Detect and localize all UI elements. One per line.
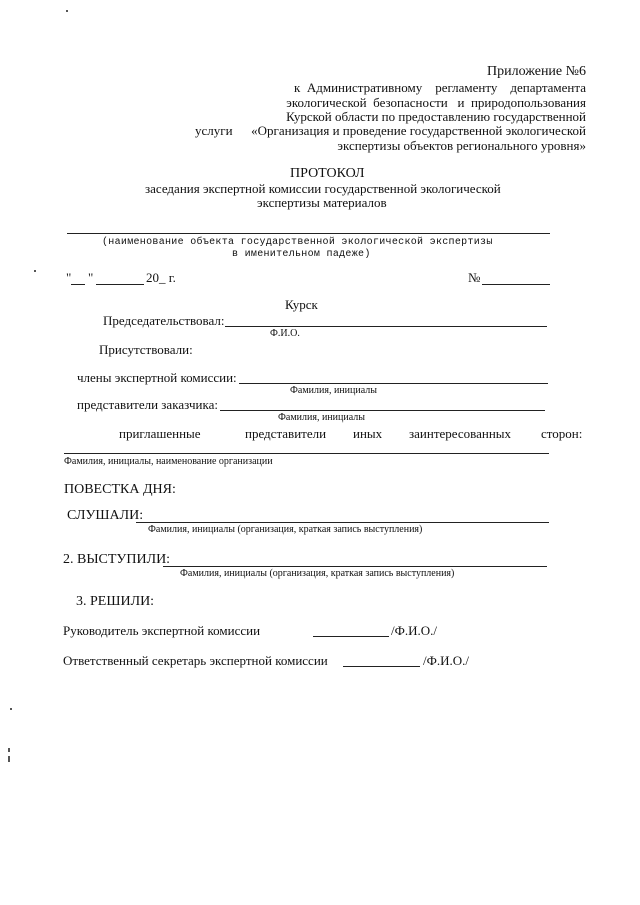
spoke-field[interactable]	[163, 566, 547, 567]
members-hint: Фамилия, инициалы	[290, 385, 377, 396]
document-subtitle-1: заседания экспертной комиссии государственной экологической	[145, 181, 501, 196]
chair-label: Председательствовал:	[103, 313, 225, 328]
scan-speck	[8, 756, 10, 762]
head-signature-fio: /Ф.И.О./	[391, 623, 438, 638]
chair-field[interactable]	[225, 326, 547, 327]
protocol-number-label: №	[468, 270, 481, 285]
invited-hint: Фамилия, инициалы, наименование организации	[64, 456, 273, 467]
document-subtitle-2: экспертизы материалов	[257, 195, 387, 210]
invited-word-2: представители	[245, 426, 327, 441]
members-field[interactable]	[239, 383, 548, 384]
invited-word-3: иных	[353, 426, 383, 441]
scan-speck	[34, 270, 36, 272]
header-line-5: экспертизы объектов регионального уровня»	[337, 138, 586, 153]
customer-label: представители заказчика:	[77, 397, 218, 412]
document-title: ПРОТОКОЛ	[290, 166, 365, 181]
scan-speck	[66, 10, 68, 12]
object-name-hint-1: (наименование объекта государственной экологической экспертизы	[102, 237, 493, 248]
heard-label: СЛУШАЛИ:	[67, 508, 144, 523]
city: Курск	[285, 297, 318, 312]
date-year: 20_ г.	[146, 270, 176, 285]
secretary-signature-label: Ответственный секретарь экспертной комиссии	[63, 653, 328, 668]
agenda-label: ПОВЕСТКА ДНЯ:	[64, 482, 176, 497]
secretary-signature-fio: /Ф.И.О./	[423, 653, 470, 668]
secretary-signature-field[interactable]	[343, 666, 420, 667]
header-line-4-prefix: услуги	[195, 123, 233, 138]
customer-hint: Фамилия, инициалы	[278, 412, 365, 423]
scan-speck	[10, 708, 12, 710]
invited-word-1: приглашенные	[119, 426, 201, 441]
appendix-title: Приложение №6	[487, 64, 586, 79]
invited-word-4: заинтересованных	[409, 426, 512, 441]
scan-speck	[8, 748, 10, 752]
date-open-quote: "	[66, 270, 72, 285]
object-name-line[interactable]	[67, 233, 550, 234]
chair-hint: Ф.И.О.	[270, 328, 300, 339]
customer-field[interactable]	[220, 410, 545, 411]
head-signature-label: Руководитель экспертной комиссии	[63, 623, 261, 638]
head-signature-field[interactable]	[313, 636, 389, 637]
date-day-field[interactable]	[71, 284, 85, 285]
invited-word-5: сторон:	[541, 426, 583, 441]
heard-hint: Фамилия, инициалы (организация, краткая запись выступления)	[148, 524, 423, 535]
header-line-3: Курской области по предоставлению государственной	[286, 109, 586, 124]
spoke-hint: Фамилия, инициалы (организация, краткая запись выступления)	[180, 568, 455, 579]
spoke-label: 2. ВЫСТУПИЛИ:	[63, 552, 171, 567]
members-label: члены экспертной комиссии:	[77, 370, 237, 385]
present-label: Присутствовали:	[99, 342, 193, 357]
date-close-quote: "	[88, 270, 94, 285]
invited-field[interactable]	[64, 453, 549, 454]
header-line-2: экологической безопасности и природопользования	[286, 95, 586, 110]
header-line-4: «Организация и проведение государственной экологической	[251, 123, 586, 138]
protocol-number-field[interactable]	[482, 284, 550, 285]
header-line-1: к Административному регламенту департамента	[294, 80, 586, 95]
heard-field[interactable]	[136, 522, 549, 523]
date-month-field[interactable]	[96, 284, 144, 285]
object-name-hint-2: в именительном падеже)	[232, 249, 371, 260]
decided-label: 3. РЕШИЛИ:	[76, 594, 155, 609]
